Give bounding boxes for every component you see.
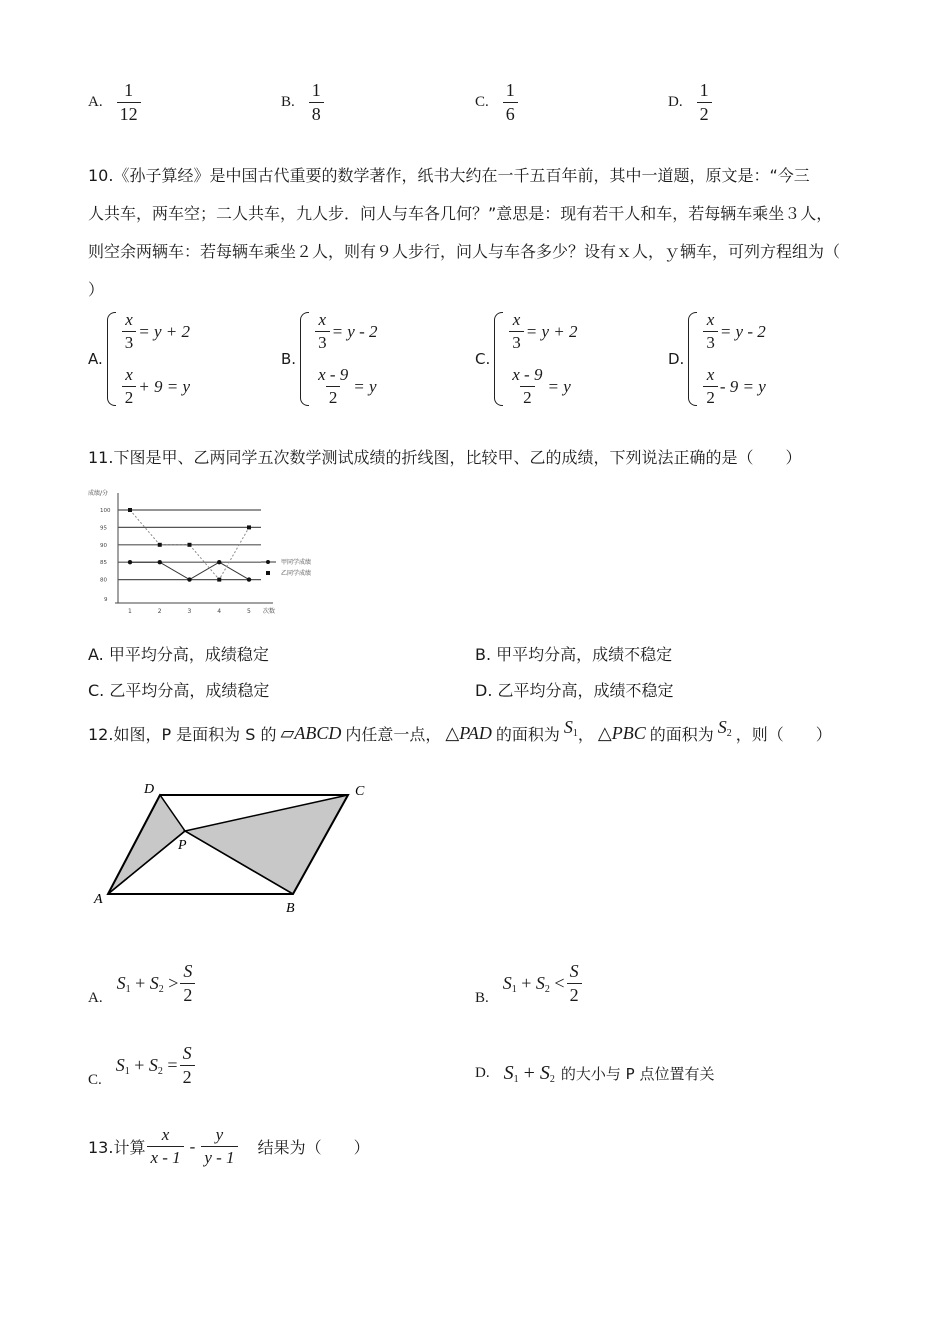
label-a: A <box>94 892 103 907</box>
q11-option-b[interactable]: B. 甲平均分高，成绩不稳定 <box>475 645 673 664</box>
data-point <box>217 578 221 582</box>
q12-option-a[interactable]: A. $S_1 + S_2$ > $\frac{S}{2}$ <box>88 960 197 1007</box>
y-tick-label: 85 <box>100 560 107 567</box>
y-tick-label: 95 <box>100 525 107 532</box>
data-point <box>158 560 162 564</box>
q9-option-d[interactable]: D. $\frac{1}{2}$ <box>668 80 714 125</box>
q12-option-c[interactable]: C. $S_1 + S_2$ = $\frac{S}{2}$ <box>88 1042 197 1089</box>
q11-option-a[interactable]: A. 甲平均分高，成绩稳定 <box>88 645 269 664</box>
x-tick-label: 1 <box>128 608 132 615</box>
data-point <box>217 560 221 564</box>
q9-option-c[interactable]: C. $\frac{1}{6}$ <box>475 80 520 125</box>
x-tick-label: 5 <box>247 608 251 615</box>
option-label: B. <box>281 350 297 368</box>
q11-option-c[interactable]: C. 乙平均分高，成绩稳定 <box>88 681 270 700</box>
q10-option-a[interactable]: A. $\frac{x}{3}$ = y + 2 $\frac{x}{2}$ + 9 = y <box>88 310 191 407</box>
q10-option-c[interactable]: C. $\frac{x}{3}$ = y + 2 $\frac{x - 9}{2}$ = y <box>475 310 578 407</box>
option-label: A. <box>88 350 103 368</box>
y-axis-label: 成绩/分 <box>88 490 109 497</box>
q11-option-d[interactable]: D. 乙平均分高，成绩不稳定 <box>475 681 674 700</box>
q9-options <box>88 80 848 130</box>
data-point <box>247 577 251 581</box>
q10-line-4: ） <box>88 280 105 299</box>
legend-label: 乙同学成绩 <box>281 570 312 577</box>
q12-option-d[interactable]: D. $S_1 + S_2$ 的大小与 P 点位置有关 <box>475 1062 715 1085</box>
x-tick-label: 3 <box>187 608 192 615</box>
brace <box>494 312 503 406</box>
label-d: D <box>144 782 155 797</box>
y-tick-label: 100 <box>100 508 111 514</box>
q12-text: 12.如图，P 是面积为 S 的 ▱ABCD 内任意一点， △PAD 的面积为 $S_1$ ， △PBC 的面积为 $S_2$ ，则（ ） <box>88 716 832 744</box>
legend-marker <box>266 560 270 564</box>
x-tick-label: 2 <box>157 608 162 615</box>
option-label: C. <box>475 94 489 110</box>
y-tick-label: 90 <box>100 542 107 549</box>
y-tick-label: 80 <box>100 577 107 584</box>
parallelogram-symbol: ▱ABCD <box>280 723 342 743</box>
y-tick-label: 9 <box>104 597 108 603</box>
brace <box>107 312 116 406</box>
data-point <box>247 525 251 529</box>
q12-figure <box>90 775 380 915</box>
q13-text: 13.计算 $\frac{x}{x - 1}$ - $\frac{y}{y - 1}$ 结果为（ ） <box>88 1125 370 1167</box>
data-point <box>158 543 162 547</box>
q10-option-b[interactable]: B. $\frac{x}{3}$ = y - 2 $\frac{x - 9}{2}$ = y <box>281 310 378 407</box>
q10-line-1: 10.《孙子算经》是中国古代重要的数学著作，纸书大约在一千五百年前，其中一道题，原文是：“今三 <box>88 166 810 185</box>
q10-line-2: 人共车，两车空；二人共车，九人步．问人与车各几何？”意思是：现有若干人和车，若每辆车乘坐３人， <box>88 204 833 223</box>
q11-text: 11.下图是甲、乙两同学五次数学测试成绩的折线图，比较甲、乙的成绩，下列说法正确的是（ ） <box>88 448 802 467</box>
x-tick-label: 4 <box>217 608 222 615</box>
q12-option-b[interactable]: B. $S_1 + S_2$ < $\frac{S}{2}$ <box>475 960 584 1007</box>
brace <box>688 312 697 406</box>
shaded-triangle-pad <box>108 795 185 894</box>
triangle-pbc: △PBC <box>597 723 646 743</box>
label-c: C <box>355 784 365 799</box>
x-axis-label: 次数 <box>263 608 276 615</box>
data-point <box>187 577 191 581</box>
data-point <box>128 508 132 512</box>
option-label: A. <box>88 94 103 110</box>
data-point <box>188 543 192 547</box>
label-p: P <box>178 838 187 853</box>
option-label: B. <box>281 94 295 110</box>
q9-option-b[interactable]: B. $\frac{1}{8}$ <box>281 80 326 125</box>
brace <box>300 312 309 406</box>
triangle-pad: △PAD <box>445 723 492 743</box>
q9-option-a[interactable]: A. $\frac{1}{12}$ <box>88 80 143 125</box>
q10-options <box>88 310 848 412</box>
option-label: C. <box>475 350 491 368</box>
legend-label: 甲同学成绩 <box>281 559 312 566</box>
q10-option-d[interactable]: D. $\frac{x}{3}$ = y - 2 $\frac{x}{2}$ - 9 = y <box>668 310 766 407</box>
q10-line-3: 则空余两辆车：若每辆车乘坐２人，则有９人步行，问人与车各多少？设有ｘ人，ｙ辆车，可列方程组为（ <box>88 242 841 261</box>
data-point <box>128 560 132 564</box>
label-b: B <box>286 901 295 915</box>
option-label: D. <box>668 94 683 110</box>
q11-line-chart <box>86 485 346 620</box>
option-label: D. <box>668 350 685 368</box>
legend-marker <box>266 571 270 575</box>
series-line-1 <box>130 562 249 579</box>
